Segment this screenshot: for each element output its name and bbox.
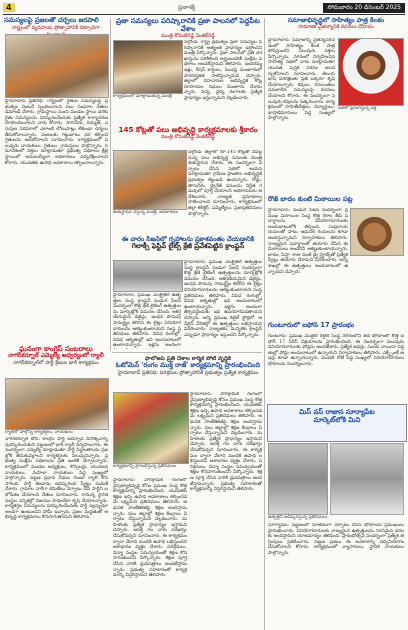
article-body: నాగర్‌కర్నూల్ టౌన్: కాంగ్రెస్ పార్టీ ఆవిర్భావ దినోత్సవాన్ని పురస్కరించుకుని పట్టణంలో భారీ ర్యాలీ నిర్వహించారు. ఈ సందర్భంగా ఎమ్మెల్యే మాట్లాడుతూ పార్టీ సిద్ధాంతాలను ప్రజల్లోకి తీసుకువెళ్లాలని కార్యకర్తలకు పిలుపునిచ్చారు. ప్రభుత్వ సంక్షేమ పథకాలను ప్రతి ఇంటికి చేర్చాలన్నారు. కార్యక్రమంలో మండల అధ్యక్షులు, కౌన్సిలర్లు, యువజన నాయకులు, మహిళా నాయకులు పెద్ద సంఖ్యలో పాల్గొన్నారు. పట్టణ ప్రధాన వీధుల గుండా ర్యాలీ కొనసాగింది. పార్టీ జెండాను ఆవిష్కరించి స్వీట్లు పంపిణీ చేశారు. గ్రామాల వారీగా కమిటీలు ఏర్పాటు చేసి పార్టీని బలోపేతం చేయాలని నేతలు సూచించారు. రానున్న స్థానిక సంస్థల ఎన్నికల్లో విజయం సాధించేలా కృషి చేయాలన్నారు. కార్యకర్తల సమస్యలను పరిష్కరించేందుకు పార్టీ ఎల్లప్పుడూ అండగా ఉంటుందని హామీ ఇచ్చారు. ప్రజల మద్దతుతో అభివృద్ధి కార్యక్రమాలు కొనసాగుతాయని తెలిపారు. bbox=[5, 437, 108, 521]
article-bottom-center bbox=[113, 356, 263, 390]
article-body: హైదరాబాద్: సమాజాన్ని చైతన్యపరచడంలో సాహిత్యం కీలక పాత్ర పోషిస్తుందని పలువురు వక్తలు పేర్కొన్నారు. నగరంలో నిర్వహించిన సాహిత్య సభలో వారు మాట్లాడుతూ యువత పుస్తక పఠనం అలవర్చుకోవాలని సూచించారు. తెలుగు భాష పరిరక్షణకు ప్రతి ఒక్కరూ కృషి చేయాలన్నారు. కవులు, రచయితలు సమకాలీన సమస్యలపై రచనలు చేయాలని కోరారు. ఈ సందర్భంగా పలువురు కవులను సత్కరించారు. కార్యక్రమంలో సాహితీవేత్తలు, విద్యార్థులు, భాషాభిమానులు పెద్ద సంఖ్యలో పాల్గొన్నారు. bbox=[268, 38, 335, 122]
rally-photo bbox=[5, 378, 109, 430]
issue-date: సోమవారం 20 డిసెంబర్ 2025 bbox=[323, 3, 405, 13]
minister-photo bbox=[113, 40, 183, 94]
page-number: 4 bbox=[3, 3, 15, 12]
article-subhead: సామాజిక చైతన్యానికి రచనలు దోహదం bbox=[298, 24, 374, 31]
column-rule bbox=[264, 18, 265, 630]
article-headline: 145 కోట్లతో పలు అభివృద్ధి కార్యక్రమాలకు శ్రీకారం bbox=[118, 126, 258, 134]
photo-caption: శంకుస్థాపన చేస్తున్న మంత్రి, అధికారులు bbox=[113, 210, 179, 215]
article-subhead: మంత్రి కోమటిరెడ్డి వెంకట్‌రెడ్డి bbox=[161, 134, 215, 141]
article-headline: సమస్యలపై ప్రజలతో చర్చలు జరపాలి bbox=[4, 17, 99, 24]
boxed-headline bbox=[267, 404, 407, 442]
article-body: నల్గొండ: రాష్ట్ర ప్రభుత్వం ప్రజా సమస్యల పరిష్కారానికి అత్యంత ప్రాధాన్యం ఇస్తోందని మంత్రి పేర్కొన్నారు. ప్రజా పాలనలో ప్రతి దరఖాస్తును పరిశీలించి అర్హులందరికీ సంక్షేమ పథకాలు అందజేస్తామని తెలిపారు. ఇందిరమ్మ ఇళ్లు, రేషన్ కార్డులు, పింఛన్ల మంజూరులో పారదర్శకత పాటిస్తున్నామని చెప్పారు. జిల్లాలో రహదారుల అభివృద్ధికి కోట్ల రూపాయల నిధులు మంజూరు చేశామన్నారు. విద్య, వైద్య రంగాలకు ప్రత్యేక ప్రాధాన్యం ఇస్తున్నామని వెల్లడించారు. bbox=[184, 40, 262, 101]
article-right-mid2 bbox=[268, 322, 404, 332]
column-rule bbox=[110, 18, 111, 351]
article-center-mid bbox=[113, 126, 263, 148]
article-subhead: రాష్ట్రంలో వ్యవసాయ ప్రోత్సాహానికి దిక్సూచిగా bbox=[12, 24, 100, 31]
article-subhead: నాగర్‌కర్నూల్‌లో పార్టీ శ్రేణుల భారీ కార్యక్రమం bbox=[13, 359, 99, 366]
article-center-banner bbox=[113, 236, 263, 258]
article-headline: మిస్ వస్ రాజాన సూర్యాపేట bbox=[299, 408, 375, 416]
crowd-photo bbox=[5, 34, 109, 98]
article-body: హైదరాబాద్: పారిశ్రామిక రంగంలో నైపుణ్యాభివృద్ధి కోసం ప్రముఖ సంస్థ కొత్త కార్యక్రమాన్ని ప్రారంభించింది. యువతకు శిక్షణ ఇచ్చి ఉపాధి అవకాశాలు కల్పించడమే లక్ష్యమని ప్రతినిధులు తెలిపారు. ఆధునిక సాంకేతికతపై శిక్షణ అందిస్తామన్నారు. పలు జిల్లాల్లో శిక్షణ కేంద్రాలు ఏర్పాటు చేస్తున్నామని వెల్లడించారు. మహిళలకు ప్రత్యేక ప్రాధాన్యం ఇస్తామని చెప్పారు. ఆసక్తి గల వారు దరఖాస్తు చేసుకోవచ్చని సూచించారు. ఈ కార్యక్రమం ద్వారా వేలాది మందికి ఉపాధి లభిస్తుందని ఆశాభావం వ్యక్తం చేశారు. పరిశ్రమలు, విద్యా సంస్థల సమన్వయంతో శిక్షణ కొనసాగుతుందని పేర్కొన్నారు. శిక్షణ పూర్తి చేసిన వారికి ధ్రువపత్రాలు అందజేస్తామన్నారు. ప్రభుత్వ సహకారంతో కార్యక్రమాన్ని విస్తరిస్తామని తెలిపారు. bbox=[113, 478, 187, 579]
article-headline: ఓటోమెన్ 'రంగం ముక్త్ రాజ్' కార్యక్రమాన్ని ప్రారంభించింది bbox=[115, 361, 261, 370]
photo-caption: ర్యాలీలో పాల్గొన్న కార్యకర్తలు, నాయకులు bbox=[5, 430, 73, 435]
speaker-photo bbox=[338, 38, 404, 106]
article-center-top bbox=[113, 17, 263, 41]
article-body-continued: హైదరాబాద్: ప్రముఖ ఎలక్ట్రికల్ ఉత్పత్తుల సంస్థ క్రాంప్టన్ పండుగ సీజన్ సందర్భంగా కొత్త శ్రేణి లైటింగ్ ఉత్పత్తులను మార్కెట్లోకి విడుదల చేసింది. ఆకర్షణీయమైన డిజైన్లు, ఇంధన పొదుపు సామర్థ్యం కలిగిన ఈ లైట్లు వినియోగదారులను ఆకట్టుకుంటాయని సంస్థ ప్రతినిధులు తెలిపారు. వివిధ రంగుల్లో, వివిధ ఆకృతుల్లో ఇవి అందుబాటులో ఉంటాయన్నారు. ఇళ్లను అందంగా తీర్చిదిద్దేందుకు ఇవి ఉపయోగపడతాయని చెప్పారు. అన్ని ప్రముఖ రిటైల్ స్టోర్లలో, ఆన్‌లైన్ వేదికల్లో ఈ ఉత్పత్తులు లభిస్తాయని వివరించారు. నాణ్యతకు, మన్నికకు క్రాంప్టన్ ఎప్పుడూ ప్రాధాన్యం ఇస్తుందని పేర్కొన్నారు. bbox=[184, 260, 262, 338]
brand-name: ప్రజాశక్తి bbox=[178, 4, 195, 11]
photo-caption: ఉత్పత్తిని ఆవిష్కరిస్తున్న ప్రతినిధులు bbox=[268, 515, 328, 520]
article-right-top bbox=[268, 17, 404, 37]
article-body: నల్గొండ: జిల్లాలో రూ.145 కోట్లతో చేపట్టనున్న పలు అభివృద్ధి పనులకు మంత్రి శంకుస్థాపన చేశారు. ఈ సందర్భంగా ఏర్పాటు చేసిన సభలో ఆయన మాట్లాడుతూ గ్రామీణ ప్రాంతాల అభివృద్ధికి ప్రభుత్వం కట్టుబడి ఉందన్నారు. రోడ్లు, తాగునీరు, డ్రైనేజీ పనులను నిర్ణీత గడువులో పూర్తి చేయాలని అధికారులను ఆదేశించారు. నాణ్యత ప్రమాణాలు పాటించాలని సూచించారు. కార్యక్రమంలో జిల్లా కలెక్టర్, ఎమ్మెల్యేలు, ప్రజాప్రతినిధులు పాల్గొన్నారు. bbox=[188, 150, 262, 217]
article-left-mid bbox=[4, 345, 108, 375]
article-body: హైదరాబాద్ ప్రతినిధి: రాష్ట్రంలో రైతుల సమస్యలపై ప్రభుత్వం వెంటనే స్పందించాలని పలు సంఘాల నేతలు డిమాండ్ చేశారు. గ్రామస్థాయి నుంచి మండల స్థాయి వరకు రైతు సమస్యలను పరిష్కరించేందుకు ప్రత్యేక కార్యాచరణ రూపొందించాలని వారు కోరారు. సాగునీరు, విద్యుత్, ఎరువుల సరఫరాలో ఎలాంటి లోటుపాట్లు లేకుండా చర్యలు తీసుకోవాలన్నారు. పంటలకు గిట్టుబాటు ధర కల్పించి రైతులను ఆదుకోవాలని సూచించారు. కార్యక్రమంలో పలువురు నాయకులు, రైతులు, గ్రామస్తులు పాల్గొన్నారు. సమావేశంలో వక్తలు మాట్లాడుతూ ప్రభుత్వ పథకాలు క్షేత్రస్థాయిలో అమలయ్యేలా అధికారులు పర్యవేక్షించాలని కోరారు. యువతకు ఉపాధి అవకాశాలు కల్పించాలన్నారు. bbox=[5, 99, 108, 166]
masthead bbox=[3, 3, 405, 15]
photo-caption: సభలో ప్రసంగిస్తున్న వక్త bbox=[338, 106, 377, 111]
banner-line-2: గెలాక్సీ ఫెస్టివ్ లైట్స్ క్రేజీ ప్రవేశపెట్టిన క్రాంప్టన్ bbox=[131, 242, 245, 251]
article-body: గుంటూరు: ప్రముఖ మొబైల్ రిటైల్ సంస్థ నగరంలోని తన షోరూంలో కొత్త ఐఫోన్ 17 సిరీస్ విక్రయాలను ప్రారంభించింది. ఈ సందర్భంగా పలువురు వినియోగదారులకు ఫోన్లను అందజేశారు. ప్రత్యేక ఆఫర్లు, సులభ వాయిదా పద్ధతుల్లో ఫోన్లు అందుబాటులో ఉన్నాయని నిర్వాహకులు తెలిపారు. ఎక్స్ఛేంజ్ ఆఫర్లు కూడా ఉన్నాయన్నారు. మొదటి రోజే పెద్ద సంఖ్యలో వినియోగదారులు షోరూంను సందర్శించారు. bbox=[268, 334, 404, 367]
article-right-mid bbox=[268, 196, 404, 206]
article-headline: గుంటూరులో ఐఫోన్ 17 ప్రారంభం bbox=[268, 322, 355, 329]
event-photo bbox=[113, 392, 189, 464]
article-headline: ప్రజా సమస్యలు పరిష్కారానికి ప్రజా పాలనలో పెద్దపీట వేశాం bbox=[116, 17, 260, 34]
article-headline-2: నాగర్‌కర్నూల్ ఎమ్మెల్యే ఆధ్వర్యంలో ర్యాలీ bbox=[8, 352, 104, 360]
launch-photo-2 bbox=[330, 443, 404, 515]
product-photo bbox=[113, 260, 183, 292]
foundation-photo bbox=[113, 150, 187, 210]
article-headline: రోజ్ బాదం కుంటి మిఠాయిల పట్ల bbox=[268, 196, 353, 203]
article-subhead: మంత్రి కోమటిరెడ్డి వెంకట్‌రెడ్డి bbox=[161, 33, 215, 40]
banner-line-1: ఈ వారం సీజన్‌లో గృహాలను ప్రకాశవంతం చేయడానికి bbox=[121, 236, 255, 243]
photo-caption: కార్యక్రమాన్ని ప్రారంభిస్తున్న ప్రతినిధులు bbox=[113, 464, 177, 469]
article-kicker: ఫాలోఅప్ ప్రతి దేశాల కార్మిక పోటీ వృద్ధికి bbox=[145, 356, 231, 362]
article-headline: సమాజాభివృద్ధిలో సాహిత్యం పాత్ర కీలకం bbox=[287, 17, 385, 24]
article-subhead: హైదరాబాద్ ప్రతినిధి: పరిశ్రమల ప్రోత్సాహానికి ప్రభుత్వం ప్రత్యేక కార్యక్రమం bbox=[118, 370, 258, 376]
photo-caption: కార్యక్రమంలో మాట్లాడుతున్న మంత్రి bbox=[113, 94, 172, 99]
article-body-continued: హైదరాబాద్: పారిశ్రామిక రంగంలో నైపుణ్యాభివృద్ధి కోసం ప్రముఖ సంస్థ కొత్త కార్యక్రమాన్ని ప్రారంభించింది. యువతకు శిక్షణ ఇచ్చి ఉపాధి అవకాశాలు కల్పించడమే లక్ష్యమని ప్రతినిధులు తెలిపారు. ఆధునిక సాంకేతికతపై శిక్షణ అందిస్తామన్నారు. పలు జిల్లాల్లో శిక్షణ కేంద్రాలు ఏర్పాటు చేస్తున్నామని వెల్లడించారు. మహిళలకు ప్రత్యేక ప్రాధాన్యం ఇస్తామని చెప్పారు. ఆసక్తి గల వారు దరఖాస్తు చేసుకోవచ్చని సూచించారు. ఈ కార్యక్రమం ద్వారా వేలాది మందికి ఉపాధి లభిస్తుందని ఆశాభావం వ్యక్తం చేశారు. పరిశ్రమలు, విద్యా సంస్థల సమన్వయంతో శిక్షణ కొనసాగుతుందని పేర్కొన్నారు. శిక్షణ పూర్తి చేసిన వారికి ధ్రువపత్రాలు అందజేస్తామన్నారు. ప్రభుత్వ సహకారంతో కార్యక్రమాన్ని విస్తరిస్తామని తెలిపారు. bbox=[190, 392, 262, 493]
article-headline: ఘనంగా కాంగ్రెస్ సంబరాలు bbox=[19, 345, 93, 353]
article-body: హైదరాబాద్: పండుగ సీజన్ సందర్భంగా ప్రముఖ మిఠాయిల సంస్థ కొత్త రకాల తీపి పదార్థాలను వినియోగదారులకు అందుబాటులోకి తెచ్చింది. సంప్రదాయ రుచులతో పాటు ఆధునిక రుచులను కూడా అందిస్తున్నామని నిర్వాహకులు తెలిపారు. నాణ్యమైన పదార్థాలతో తయారు చేసిన ఈ మిఠాయిలు అందరినీ ఆకట్టుకుంటాయన్నారు. బాదం, పిస్తా, కాజు వంటి డ్రై ఫ్రూట్స్‌తో ప్రత్యేక స్వీట్లు తయారు చేశామని వివరించారు. అన్ని శాఖల్లో ఈ ఉత్పత్తులు అందుబాటులో ఉన్నాయని చెప్పారు. bbox=[268, 208, 348, 275]
article-body: హైదరాబాద్: ప్రముఖ ఎలక్ట్రికల్ ఉత్పత్తుల సంస్థ క్రాంప్టన్ పండుగ సీజన్ సందర్భంగా కొత్త శ్రేణి లైటింగ్ ఉత్పత్తులను మార్కెట్లోకి విడుదల చేసింది. ఆకర్షణీయమైన డిజైన్లు, ఇంధన పొదుపు సామర్థ్యం కలిగిన ఈ లైట్లు వినియోగదారులను ఆకట్టుకుంటాయని సంస్థ ప్రతినిధులు తెలిపారు. వివిధ రంగుల్లో, వివిధ ఆకృతుల్లో ఇవి అందుబాటులో ఉంటాయన్నారు. ఇళ్లను అందంగా bbox=[113, 293, 181, 349]
launch-photo-1 bbox=[268, 443, 328, 515]
article-body: సూర్యాపేట: పట్టణంలో నూతనంగా ఏర్పాటు చేసిన షోరూంను ప్రముఖులు ప్రారంభించారు. వినియోగదారులకు నాణ్యమైన ఉత్పత్తులను సరసమైన ధరలకు అందిస్తామని యాజమాన్యం తెలిపింది. ప్రారంభోత్సవ సందర్భంగా ప్రత్యేక తగ్గింపులు ప్రకటించారు. పట్టణ ప్రజలు ఈ అవకాశాన్ని సద్వినియోగం చేసుకోవాలని కోరారు. కార్యక్రమంలో వ్యాపారులు, స్థానిక నాయకులు పాల్గొన్నారు. bbox=[268, 523, 404, 556]
sweets-photo bbox=[350, 208, 404, 256]
article-headline-2: మార్కెట్‌లోకి మిని bbox=[313, 415, 361, 424]
section-rule bbox=[112, 352, 262, 353]
